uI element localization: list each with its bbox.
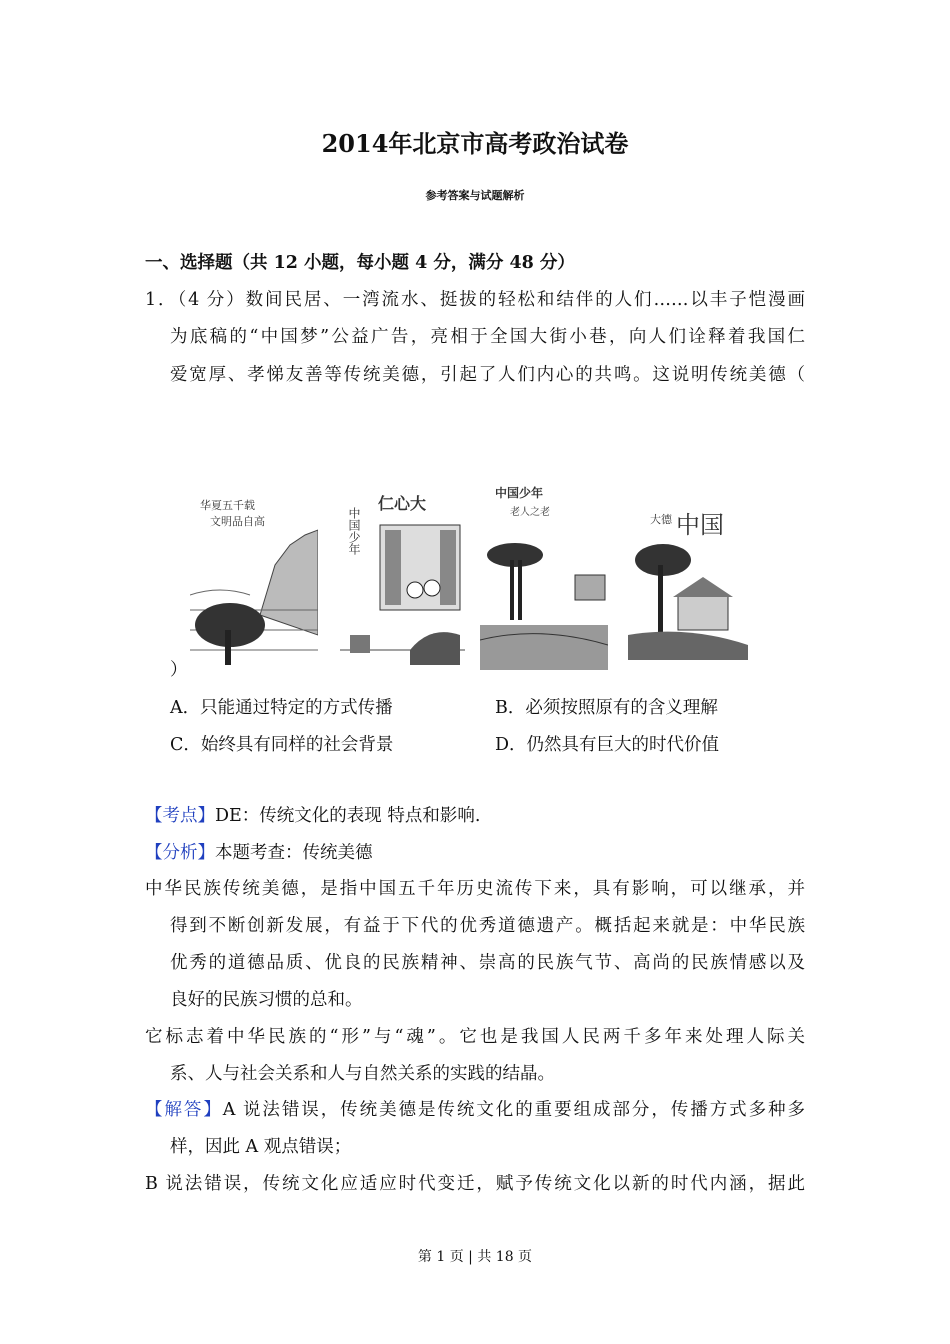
analysis-line: 良好的民族习惯的总和。 bbox=[170, 990, 363, 1010]
fenxi-text: 本题考查：传统美德 bbox=[215, 843, 373, 863]
option-a[interactable]: A．只能通过特定的方式传播 bbox=[170, 698, 393, 718]
panel-caption: 中国少年 bbox=[347, 507, 361, 555]
section-heading: 一、选择题（共 12 小题，每小题 4 分，满分 48 分） bbox=[145, 253, 575, 273]
option-c[interactable]: C．始终具有同样的社会背景 bbox=[170, 735, 394, 755]
cartoon-panel-4 bbox=[628, 485, 753, 670]
jieda-line: 样，因此 A 观点错误； bbox=[170, 1137, 352, 1157]
analysis-line: 它标志着中华民族的“形”与“魂”。它也是我国人民两千多年来处理人际关 bbox=[145, 1027, 805, 1047]
panel-caption: 中国少年 bbox=[495, 486, 544, 500]
option-d[interactable]: D．仍然具有巨大的时代价值 bbox=[495, 735, 720, 755]
panel-caption: 大德 bbox=[650, 513, 672, 526]
question-line: 为底稿的“中国梦”公益广告，亮相于全国大街小巷，向人们诠释着我国仁 bbox=[170, 327, 805, 347]
cartoon-panel-2 bbox=[340, 485, 465, 670]
jieda-tag: 【解答】 bbox=[145, 1100, 223, 1120]
jieda-text: A 说法错误，传统美德是传统文化的重要组成部分，传播方式多种多 bbox=[222, 1100, 805, 1120]
question-closing-paren: ） bbox=[170, 660, 188, 680]
analysis-line: 得到不断创新发展，有益于下代的优秀道德遗产。概括起来就是：中华民族 bbox=[170, 916, 805, 936]
jieda-row bbox=[145, 1099, 805, 1121]
panel-caption: 文明品自高 bbox=[210, 515, 265, 528]
kaodian-tag: 【考点】 bbox=[145, 806, 215, 826]
panel-caption: 中国 bbox=[676, 511, 724, 539]
page-subtitle: 参考答案与试题解析 bbox=[425, 189, 525, 202]
cartoon-panel-3 bbox=[480, 485, 608, 670]
fenxi-tag: 【分析】 bbox=[145, 843, 215, 863]
fenxi-row bbox=[145, 842, 373, 864]
cartoon-panel-1 bbox=[190, 485, 318, 670]
analysis-line: 优秀的道德品质、优良的民族精神、崇高的民族气节、高尚的民族情感以及 bbox=[170, 953, 805, 973]
kaodian-text: DE：传统文化的表现 特点和影响. bbox=[215, 806, 481, 826]
page-footer: 第 1 页 | 共 18 页 bbox=[417, 1249, 533, 1265]
option-b[interactable]: B．必须按照原有的含义理解 bbox=[495, 698, 718, 718]
analysis-line: 系、人与社会关系和人与自然关系的实践的结晶。 bbox=[170, 1064, 555, 1084]
analysis-line: 中华民族传统美德，是指中国五千年历史流传下来，具有影响，可以继承，并 bbox=[145, 879, 805, 899]
jieda-line: B 说法错误，传统文化应适应时代变迁，赋予传统文化以新的时代内涵，据此 bbox=[145, 1174, 805, 1194]
question-line: 爱宽厚、孝悌友善等传统美德，引起了人们内心的共鸣。这说明传统美德（ bbox=[170, 365, 805, 385]
question-line: 1．（4 分）数间民居、一湾流水、挺拔的轻松和结伴的人们……以丰子恺漫画 bbox=[145, 290, 805, 310]
kaodian-row bbox=[145, 805, 480, 827]
panel-caption: 老人之老 bbox=[510, 507, 550, 518]
panel-caption: 仁心大 bbox=[378, 494, 427, 513]
page-title: 2014年北京市高考政治试卷 bbox=[321, 129, 629, 158]
panel-caption: 华夏五千载 bbox=[200, 499, 255, 512]
